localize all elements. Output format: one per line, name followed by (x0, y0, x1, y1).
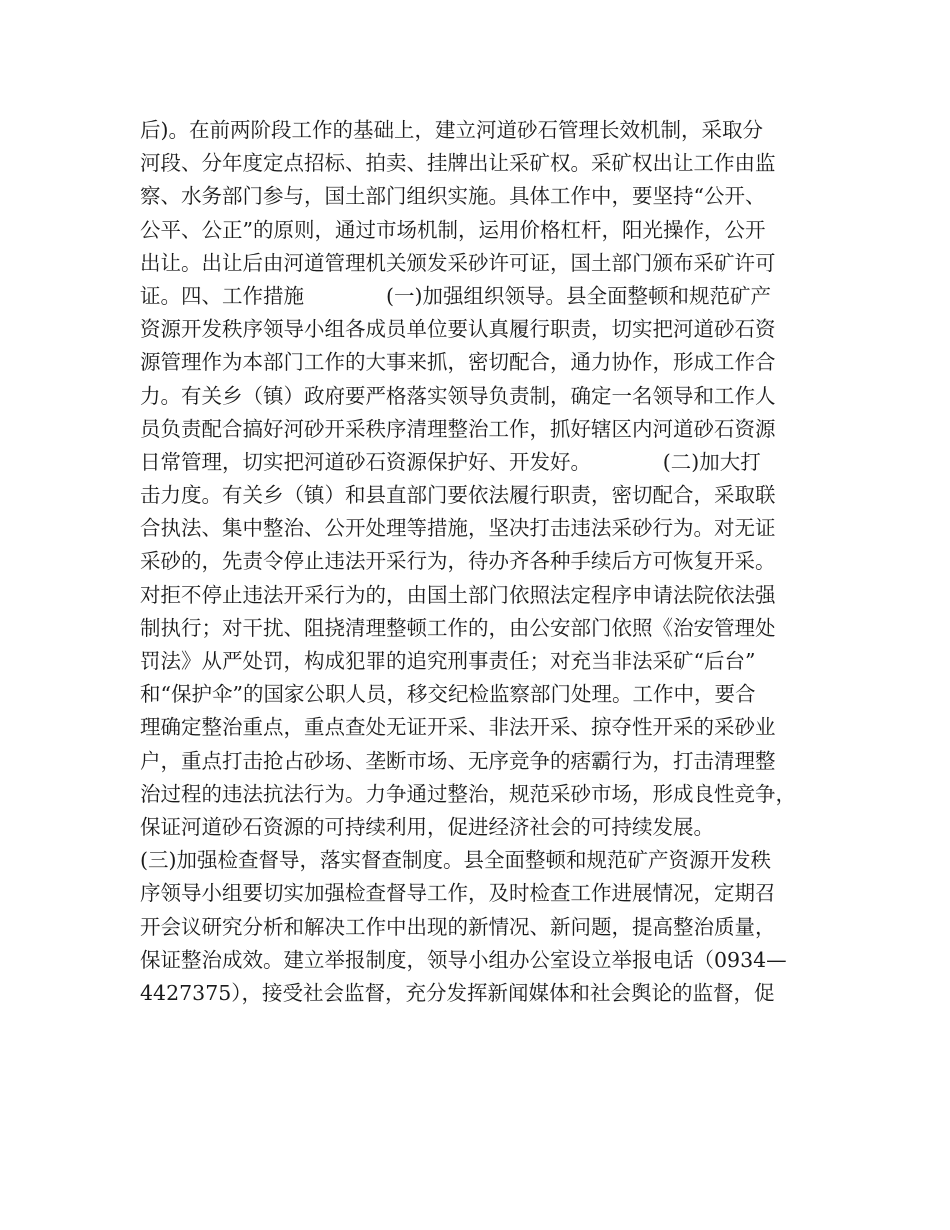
text-line: 采砂的，先责令停止违法开采行为，待办齐各种手续后方可恢复开采。 (140, 549, 776, 574)
text-line: 理确定整治重点，重点查处无证开采、非法开采、掠夺性开采的采砂业 (140, 715, 776, 740)
text-line: 公平、公正”的原则，通过市场机制，运用价格杠杆，阳光操作，公开 (140, 217, 766, 242)
text-line: 日常管理，切实把河道砂石资源保护好、开发好。 (二)加大打 (140, 449, 761, 474)
text-line: 力。有关乡（镇）政府要严格落实领导负责制，确定一名领导和工作人 (140, 383, 776, 408)
text-line: 罚法》从严处罚，构成犯罪的追究刑事责任；对充当非法采矿“后台” (140, 649, 756, 673)
body-text (140, 114, 820, 1010)
text-line: 资源开发秩序领导小组各成员单位要认真履行职责，切实把河道砂石资 (140, 317, 776, 342)
text-line: 后)。在前两阶段工作的基础上，建立河道砂石管理长效机制，采取分 (140, 118, 763, 142)
text-line: 源管理作为本部门工作的大事来抓，密切配合，通力协作，形成工作合 (140, 350, 776, 375)
text-line: 开会议研究分析和解决工作中出现的新情况、新问题，提高整治质量， (140, 914, 776, 939)
text-line: 序领导小组要切实加强检查督导工作，及时检查工作进展情况，定期召 (140, 881, 776, 906)
text-line: 河段、分年度定点招标、拍卖、挂牌出让采矿权。采矿权出让工作由监 (140, 151, 776, 176)
text-line: 治过程的违法抗法行为。力争通过整治，规范采砂市场，形成良性竞争， (140, 781, 796, 806)
text-line: 保证整治成效。建立举报制度，领导小组办公室设立举报电话（0934— (140, 947, 787, 972)
text-line: 证。四、工作措施 (一)加强组织领导。县全面整顿和规范矿产 (140, 283, 771, 308)
text-line: 户，重点打击抢占砂场、垄断市场、无序竞争的痞霸行为，打击清理整 (140, 748, 776, 773)
text-line: (三)加强检查督导，落实督查制度。县全面整顿和规范矿产资源开发秩 (140, 848, 771, 873)
text-line: 和“保护伞”的国家公职人员，移交纪检监察部门处理。工作中，要合 (140, 682, 756, 707)
text-line: 合执法、集中整治、公开处理等措施，坚决打击违法采砂行为。对无证 (140, 516, 776, 541)
text-line: 保证河道砂石资源的可持续利用，促进经济社会的可持续发展。 (140, 814, 714, 839)
text-line: 对拒不停止违法开采行为的，由国土部门依照法定程序申请法院依法强 (140, 582, 776, 607)
text-line: 4427375），接受社会监督，充分发挥新闻媒体和社会舆论的监督，促 (140, 980, 775, 1005)
text-line: 制执行；对干扰、阻挠清理整顿工作的，由公安部门依照《治安管理处 (140, 615, 776, 640)
text-line: 出让。出让后由河道管理机关颁发采砂许可证，国土部门颁布采矿许可 (140, 250, 776, 275)
text-line: 察、水务部门参与，国土部门组织实施。具体工作中，要坚持“公开、 (140, 184, 766, 209)
text-line: 员负责配合搞好河砂开采秩序清理整治工作，抓好辖区内河道砂石资源 (140, 416, 776, 441)
text-line: 击力度。有关乡（镇）和县直部门要依法履行职责，密切配合，采取联 (140, 483, 776, 508)
